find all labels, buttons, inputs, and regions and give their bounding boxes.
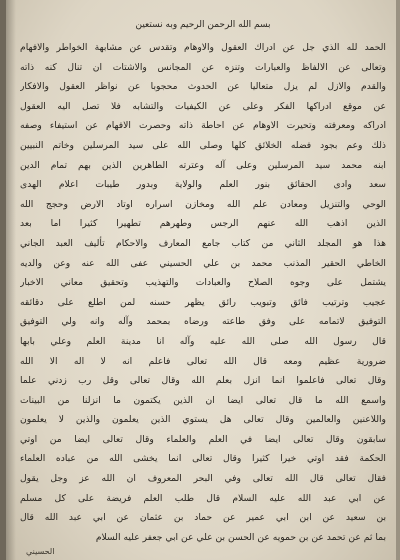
manuscript-line: وتعالى عن الالفاظ والعبارات وتنزه عن المجانس والاشتات ان تنال كنه ذاته	[20, 61, 386, 73]
manuscript-line: فقال تعالى قال الله تعالى وفي البحر المعروف ان الله عز وجل يقول	[20, 473, 386, 485]
manuscript-line: الخاطي الحقير المذنب محمد بن علي الحسيني عفى الله عنه وعن والديه	[20, 257, 386, 269]
margin-note: الحسيني	[26, 547, 55, 556]
manuscript-line: وقال تعالى فاعلموا انما انزل بعلم الله وقال تعالى وقل رب زدني علما	[20, 375, 386, 387]
manuscript-line: واسمع الله ما قال تعالى ايضا ان الذين يكتمون ما انزلنا من البينات	[20, 394, 386, 406]
manuscript-text-block	[20, 18, 386, 546]
manuscript-line: الحكمة فقد اوتي خيرا كثيرا وقال تعالى انما يخشى الله من عباده العلماء	[20, 453, 386, 465]
manuscript-line: الذين اذهب الله عنهم الرجس وطهرهم تطهيرا كثيرا اما بعد	[20, 218, 386, 230]
manuscript-lines	[20, 38, 386, 547]
manuscript-line: واللاعنين والعالمين وقال تعالى هل يستوي الذين يعلمون والذين لا يعلمون	[20, 414, 386, 426]
manuscript-line: سابقون وقال تعالى ايضا في العلم والعلماء وقال تعالى ايضا من اوتي	[20, 433, 386, 445]
manuscript-line: عن موقع ادراكها الفكر وعلى عن الكيفيات والتشابه فلا تصل اليه العقول	[20, 100, 386, 112]
manuscript-line: بما ثم عن تحمد عن بن حمويه عن الحسن بن علي عن ابي جعفر عليه السلام	[95, 531, 386, 543]
manuscript-line: قال رسول الله صلى الله عليه وآله انا مدينة العلم وعلي بابها	[20, 335, 386, 347]
manuscript-line: عجيب وترتيب فائق وتبويب رائق يظهر حسنه لمن اطلع على دقائقه	[20, 296, 386, 308]
manuscript-line: هذا هو المجلد الثاني من كتاب جامع المعارف والاحكام تأليف العبد الجاني	[20, 237, 386, 249]
manuscript-line: بن سعيد عن ابن ابي عمير عن حماد بن عثمان عن ابي عبد الله قال	[20, 512, 386, 524]
manuscript-line: التوفيق لاتمامه على وفق طاعته ورضاه بمحمد وآله وانه ولي التوفيق	[20, 316, 386, 328]
manuscript-line: الحمد لله الذي جل عن ادراك العقول والاوهام وتقدس عن مشابهة الخواطر والافهام	[20, 42, 386, 53]
manuscript-line: ذلك وعم بجود فضله الخلائق كلها وصلى الله على سيد المرسلين وخاتم النبيين	[20, 139, 386, 151]
manuscript-line: والقدم والازل لم يزل متعاليا عن الحدوث محجوبا عن نواظر العقول والافكار	[20, 81, 386, 93]
manuscript-line: ابنه محمد سيد المرسلين وعلى آله وعترته الطاهرين الذين بهم تمام الدين	[20, 159, 386, 171]
manuscript-line: يشتمل على وجوه الصلاح والعبادات والتهذيب وتحقيق معاني الاخبار	[20, 277, 386, 289]
manuscript-line: ادراكه ومعرفته وتحيرت الاوهام عن احاطة ذاته وحصرت الافهام عن استيفاء وصفه	[20, 120, 386, 132]
basmala-heading: بسم الله الرحمن الرحيم وبه نستعين	[135, 20, 271, 30]
manuscript-line: سعد وادى الحقائق بنور العلم والولاية وبدور طيبات اعلام الهدى	[20, 179, 386, 191]
binding-shadow	[6, 0, 16, 560]
manuscript-line: ضرورية عظيم ومعه قال الله تعالى فاعلم انه لا اله الا الله	[20, 355, 386, 367]
manuscript-line: عن ابي عبد الله عليه السلام قال طلب العلم فريضة على كل مسلم	[20, 492, 386, 504]
manuscript-line: الوحي والتنزيل ومعادن علم الله ومخازن اسراره اوتاد الارض وحجج الله	[20, 198, 386, 210]
